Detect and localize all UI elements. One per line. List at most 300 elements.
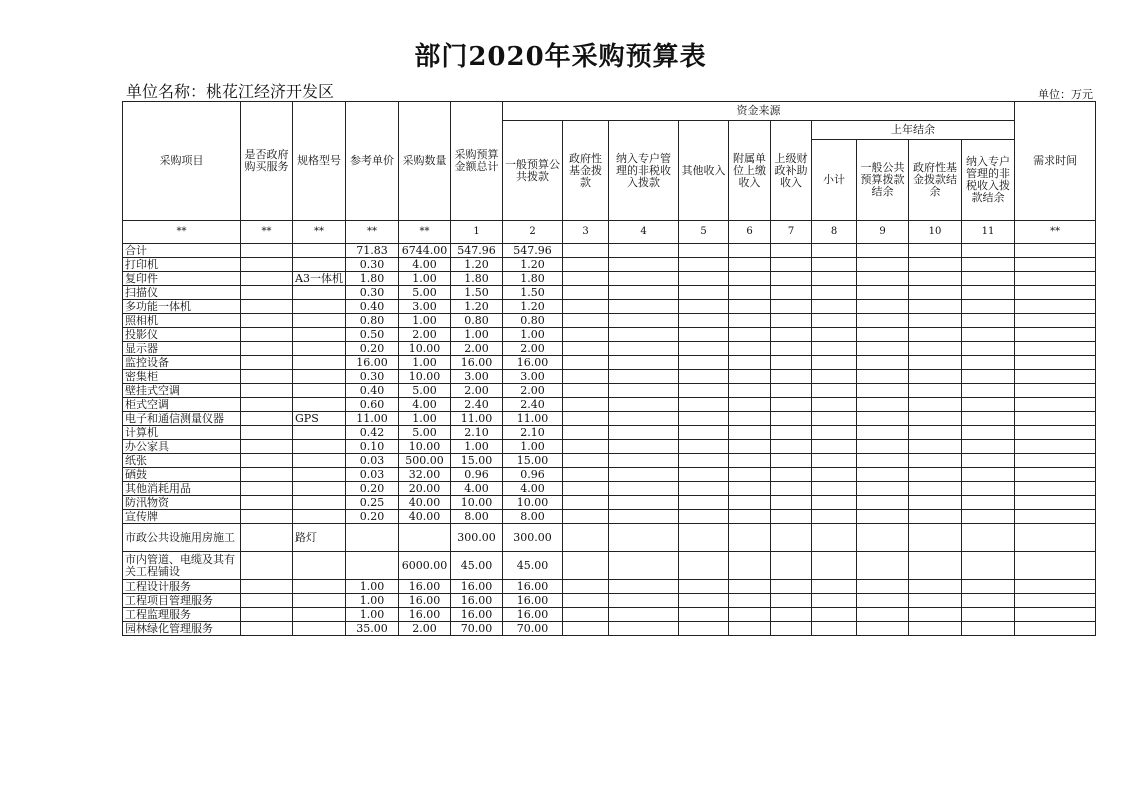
empty-cell xyxy=(771,272,812,286)
ref-price-cell: 35.00 xyxy=(346,622,399,636)
empty-cell xyxy=(609,244,679,258)
index-cell: ** xyxy=(346,221,399,244)
empty-cell xyxy=(563,300,609,314)
empty-cell xyxy=(909,552,962,580)
empty-cell xyxy=(812,496,857,510)
empty-cell xyxy=(812,286,857,300)
empty-cell xyxy=(1015,524,1096,552)
qty-cell: 16.00 xyxy=(399,608,451,622)
empty-cell xyxy=(857,300,909,314)
empty-cell xyxy=(729,370,771,384)
item-name-cell: 工程监理服务 xyxy=(123,608,241,622)
empty-cell xyxy=(962,468,1015,482)
empty-cell xyxy=(1015,440,1096,454)
total-cell: 1.50 xyxy=(451,286,503,300)
empty-cell xyxy=(1015,496,1096,510)
gov-service-cell xyxy=(241,370,293,384)
ref-price-cell: 0.50 xyxy=(346,328,399,342)
empty-cell xyxy=(563,552,609,580)
empty-cell xyxy=(909,342,962,356)
empty-cell xyxy=(609,608,679,622)
general-budget-cell: 16.00 xyxy=(503,594,563,608)
index-cell: 11 xyxy=(962,221,1015,244)
empty-cell xyxy=(1015,398,1096,412)
empty-cell xyxy=(679,468,729,482)
gov-service-cell xyxy=(241,454,293,468)
empty-cell xyxy=(962,496,1015,510)
empty-cell xyxy=(962,258,1015,272)
item-name-cell: 办公家具 xyxy=(123,440,241,454)
item-name-cell: 复印件 xyxy=(123,272,241,286)
empty-cell xyxy=(1015,244,1096,258)
total-cell: 16.00 xyxy=(451,356,503,370)
empty-cell xyxy=(771,454,812,468)
empty-cell xyxy=(729,356,771,370)
empty-cell xyxy=(729,468,771,482)
qty-cell: 10.00 xyxy=(399,370,451,384)
empty-cell xyxy=(857,272,909,286)
table-row xyxy=(123,468,1096,482)
empty-cell xyxy=(1015,286,1096,300)
general-budget-cell: 2.40 xyxy=(503,398,563,412)
page-title: 部门2020年采购预算表 xyxy=(414,42,707,72)
empty-cell xyxy=(962,412,1015,426)
empty-cell xyxy=(962,356,1015,370)
empty-cell xyxy=(909,496,962,510)
spec-cell xyxy=(293,552,346,580)
general-budget-cell: 16.00 xyxy=(503,608,563,622)
spec-cell xyxy=(293,314,346,328)
empty-cell xyxy=(857,468,909,482)
empty-cell xyxy=(679,342,729,356)
empty-cell xyxy=(563,622,609,636)
empty-cell xyxy=(771,468,812,482)
empty-cell xyxy=(729,286,771,300)
empty-cell xyxy=(962,398,1015,412)
empty-cell xyxy=(771,608,812,622)
header-superior: 上级财政补助收入 xyxy=(771,121,812,221)
gov-service-cell xyxy=(241,426,293,440)
empty-cell xyxy=(729,398,771,412)
qty-cell: 3.00 xyxy=(399,300,451,314)
spec-cell xyxy=(293,608,346,622)
qty-cell: 4.00 xyxy=(399,258,451,272)
empty-cell xyxy=(812,398,857,412)
general-budget-cell: 1.00 xyxy=(503,440,563,454)
empty-cell xyxy=(563,314,609,328)
empty-cell xyxy=(771,412,812,426)
empty-cell xyxy=(729,272,771,286)
empty-cell xyxy=(857,608,909,622)
total-cell: 2.00 xyxy=(451,342,503,356)
empty-cell xyxy=(909,398,962,412)
general-budget-cell: 2.00 xyxy=(503,384,563,398)
gov-service-cell xyxy=(241,496,293,510)
item-name-cell: 监控设备 xyxy=(123,356,241,370)
index-cell: 4 xyxy=(609,221,679,244)
item-name-cell: 合计 xyxy=(123,244,241,258)
empty-cell xyxy=(609,594,679,608)
empty-cell xyxy=(609,440,679,454)
header-qty: 采购数量 xyxy=(399,102,451,221)
table-row xyxy=(123,258,1096,272)
empty-cell xyxy=(1015,510,1096,524)
item-name-cell: 硒鼓 xyxy=(123,468,241,482)
ref-price-cell: 1.00 xyxy=(346,608,399,622)
empty-cell xyxy=(1015,342,1096,356)
ref-price-cell: 71.83 xyxy=(346,244,399,258)
empty-cell xyxy=(771,426,812,440)
total-cell: 10.00 xyxy=(451,496,503,510)
ref-price-cell: 0.25 xyxy=(346,496,399,510)
empty-cell xyxy=(609,412,679,426)
spec-cell xyxy=(293,482,346,496)
total-cell: 16.00 xyxy=(451,608,503,622)
item-name-cell: 照相机 xyxy=(123,314,241,328)
spec-cell xyxy=(293,300,346,314)
empty-cell xyxy=(563,258,609,272)
gov-service-cell xyxy=(241,482,293,496)
empty-cell xyxy=(609,328,679,342)
empty-cell xyxy=(679,510,729,524)
empty-cell xyxy=(679,398,729,412)
empty-cell xyxy=(812,454,857,468)
empty-cell xyxy=(679,608,729,622)
empty-cell xyxy=(1015,426,1096,440)
table-row xyxy=(123,440,1096,454)
empty-cell xyxy=(563,398,609,412)
empty-cell xyxy=(771,314,812,328)
header-other: 其他收入 xyxy=(679,121,729,221)
qty-cell: 2.00 xyxy=(399,622,451,636)
total-cell: 2.10 xyxy=(451,426,503,440)
qty-cell: 5.00 xyxy=(399,286,451,300)
header-subtotal: 小计 xyxy=(812,140,857,221)
empty-cell xyxy=(679,454,729,468)
empty-cell xyxy=(679,314,729,328)
empty-cell xyxy=(771,440,812,454)
empty-cell xyxy=(857,440,909,454)
empty-cell xyxy=(563,272,609,286)
table-row xyxy=(123,454,1096,468)
empty-cell xyxy=(679,552,729,580)
empty-cell xyxy=(563,328,609,342)
qty-cell: 6000.00 xyxy=(399,552,451,580)
general-budget-cell: 1.50 xyxy=(503,286,563,300)
table-row xyxy=(123,314,1096,328)
item-name-cell: 计算机 xyxy=(123,426,241,440)
total-cell: 300.00 xyxy=(451,524,503,552)
empty-cell xyxy=(962,482,1015,496)
empty-cell xyxy=(609,258,679,272)
empty-cell xyxy=(729,482,771,496)
item-name-cell: 其他消耗用品 xyxy=(123,482,241,496)
index-cell: ** xyxy=(399,221,451,244)
empty-cell xyxy=(729,454,771,468)
empty-cell xyxy=(857,286,909,300)
empty-cell xyxy=(729,580,771,594)
item-name-cell: 纸张 xyxy=(123,454,241,468)
empty-cell xyxy=(857,356,909,370)
table-row xyxy=(123,244,1096,258)
general-budget-cell: 1.00 xyxy=(503,328,563,342)
spec-cell: GPS xyxy=(293,412,346,426)
empty-cell xyxy=(729,594,771,608)
gov-service-cell xyxy=(241,524,293,552)
empty-cell xyxy=(812,468,857,482)
spec-cell xyxy=(293,440,346,454)
empty-cell xyxy=(679,258,729,272)
index-cell: 8 xyxy=(812,221,857,244)
empty-cell xyxy=(609,552,679,580)
empty-cell xyxy=(857,314,909,328)
empty-cell xyxy=(563,342,609,356)
empty-cell xyxy=(609,342,679,356)
item-name-cell: 工程项目管理服务 xyxy=(123,594,241,608)
ref-price-cell: 11.00 xyxy=(346,412,399,426)
ref-price-cell: 0.03 xyxy=(346,454,399,468)
empty-cell xyxy=(909,272,962,286)
spec-cell xyxy=(293,342,346,356)
header-special: 纳入专户管理的非税收入拨款 xyxy=(609,121,679,221)
empty-cell xyxy=(909,468,962,482)
general-budget-cell: 11.00 xyxy=(503,412,563,426)
spec-cell xyxy=(293,622,346,636)
empty-cell xyxy=(812,552,857,580)
item-name-cell: 工程设计服务 xyxy=(123,580,241,594)
empty-cell xyxy=(857,496,909,510)
ref-price-cell: 0.30 xyxy=(346,370,399,384)
empty-cell xyxy=(812,440,857,454)
general-budget-cell: 300.00 xyxy=(503,524,563,552)
index-cell: 9 xyxy=(857,221,909,244)
empty-cell xyxy=(679,440,729,454)
item-name-cell: 壁挂式空调 xyxy=(123,384,241,398)
qty-cell: 4.00 xyxy=(399,398,451,412)
empty-cell xyxy=(812,272,857,286)
total-cell: 2.00 xyxy=(451,384,503,398)
empty-cell xyxy=(609,300,679,314)
empty-cell xyxy=(609,384,679,398)
empty-cell xyxy=(962,426,1015,440)
spec-cell xyxy=(293,496,346,510)
spec-cell xyxy=(293,468,346,482)
index-cell: ** xyxy=(1015,221,1096,244)
general-budget-cell: 547.96 xyxy=(503,244,563,258)
empty-cell xyxy=(771,300,812,314)
empty-cell xyxy=(729,426,771,440)
qty-cell: 2.00 xyxy=(399,328,451,342)
ref-price-cell: 0.03 xyxy=(346,468,399,482)
empty-cell xyxy=(1015,608,1096,622)
general-budget-cell: 1.20 xyxy=(503,258,563,272)
item-name-cell: 宣传牌 xyxy=(123,510,241,524)
empty-cell xyxy=(729,496,771,510)
ref-price-cell: 0.20 xyxy=(346,510,399,524)
header-item: 采购项目 xyxy=(123,102,241,221)
empty-cell xyxy=(679,328,729,342)
empty-cell xyxy=(857,328,909,342)
spec-cell xyxy=(293,426,346,440)
empty-cell xyxy=(679,622,729,636)
empty-cell xyxy=(1015,622,1096,636)
empty-cell xyxy=(909,412,962,426)
total-cell: 45.00 xyxy=(451,552,503,580)
total-cell: 547.96 xyxy=(451,244,503,258)
index-cell: 6 xyxy=(729,221,771,244)
empty-cell xyxy=(962,440,1015,454)
empty-cell xyxy=(962,594,1015,608)
index-cell: ** xyxy=(241,221,293,244)
empty-cell xyxy=(771,258,812,272)
empty-cell xyxy=(1015,300,1096,314)
empty-cell xyxy=(1015,356,1096,370)
spec-cell: 路灯 xyxy=(293,524,346,552)
general-budget-cell: 16.00 xyxy=(503,580,563,594)
index-cell: 1 xyxy=(451,221,503,244)
table-row xyxy=(123,286,1096,300)
empty-cell xyxy=(563,594,609,608)
table-row xyxy=(123,510,1096,524)
empty-cell xyxy=(909,244,962,258)
empty-cell xyxy=(909,482,962,496)
empty-cell xyxy=(679,482,729,496)
empty-cell xyxy=(609,580,679,594)
general-budget-cell: 15.00 xyxy=(503,454,563,468)
table-row xyxy=(123,622,1096,636)
gov-service-cell xyxy=(241,328,293,342)
total-cell: 3.00 xyxy=(451,370,503,384)
qty-cell: 40.00 xyxy=(399,496,451,510)
general-budget-cell: 2.00 xyxy=(503,342,563,356)
empty-cell xyxy=(812,412,857,426)
item-name-cell: 园林绿化管理服务 xyxy=(123,622,241,636)
empty-cell xyxy=(909,258,962,272)
spec-cell xyxy=(293,580,346,594)
ref-price-cell: 16.00 xyxy=(346,356,399,370)
empty-cell xyxy=(609,398,679,412)
item-name-cell: 柜式空调 xyxy=(123,398,241,412)
gov-service-cell xyxy=(241,552,293,580)
index-cell: 3 xyxy=(563,221,609,244)
empty-cell xyxy=(909,370,962,384)
header-ref-price: 参考单价 xyxy=(346,102,399,221)
empty-cell xyxy=(771,370,812,384)
spec-cell xyxy=(293,258,346,272)
gov-service-cell xyxy=(241,244,293,258)
item-name-cell: 电子和通信测量仪器 xyxy=(123,412,241,426)
empty-cell xyxy=(679,412,729,426)
table-row xyxy=(123,552,1096,580)
index-cell: 5 xyxy=(679,221,729,244)
empty-cell xyxy=(909,622,962,636)
total-cell: 0.96 xyxy=(451,468,503,482)
qty-cell: 16.00 xyxy=(399,594,451,608)
empty-cell xyxy=(1015,580,1096,594)
empty-cell xyxy=(679,370,729,384)
empty-cell xyxy=(812,482,857,496)
gov-service-cell xyxy=(241,342,293,356)
empty-cell xyxy=(962,300,1015,314)
empty-cell xyxy=(812,258,857,272)
empty-cell xyxy=(679,356,729,370)
empty-cell xyxy=(771,244,812,258)
empty-cell xyxy=(857,426,909,440)
empty-cell xyxy=(812,594,857,608)
empty-cell xyxy=(563,286,609,300)
empty-cell xyxy=(857,342,909,356)
gov-service-cell xyxy=(241,398,293,412)
empty-cell xyxy=(609,370,679,384)
index-cell: ** xyxy=(123,221,241,244)
total-cell: 70.00 xyxy=(451,622,503,636)
empty-cell xyxy=(812,314,857,328)
empty-cell xyxy=(909,594,962,608)
empty-cell xyxy=(857,398,909,412)
qty-cell: 500.00 xyxy=(399,454,451,468)
qty-cell xyxy=(399,524,451,552)
empty-cell xyxy=(909,328,962,342)
gov-service-cell xyxy=(241,580,293,594)
empty-cell xyxy=(679,272,729,286)
total-cell: 1.00 xyxy=(451,328,503,342)
empty-cell xyxy=(962,370,1015,384)
empty-cell xyxy=(771,552,812,580)
table-row xyxy=(123,328,1096,342)
index-row xyxy=(123,221,1096,244)
empty-cell xyxy=(812,244,857,258)
spec-cell xyxy=(293,328,346,342)
empty-cell xyxy=(609,426,679,440)
empty-cell xyxy=(563,524,609,552)
empty-cell xyxy=(563,440,609,454)
ref-price-cell: 1.00 xyxy=(346,594,399,608)
empty-cell xyxy=(812,384,857,398)
empty-cell xyxy=(609,356,679,370)
ref-price-cell: 0.30 xyxy=(346,258,399,272)
empty-cell xyxy=(563,468,609,482)
table-row xyxy=(123,496,1096,510)
qty-cell: 10.00 xyxy=(399,342,451,356)
empty-cell xyxy=(563,356,609,370)
table-row xyxy=(123,300,1096,314)
qty-cell: 32.00 xyxy=(399,468,451,482)
empty-cell xyxy=(857,244,909,258)
empty-cell xyxy=(729,328,771,342)
empty-cell xyxy=(679,594,729,608)
total-cell: 16.00 xyxy=(451,580,503,594)
empty-cell xyxy=(771,482,812,496)
empty-cell xyxy=(609,272,679,286)
spec-cell: A3一体机 xyxy=(293,272,346,286)
item-name-cell: 市政公共设施用房施工 xyxy=(123,524,241,552)
qty-cell: 40.00 xyxy=(399,510,451,524)
empty-cell xyxy=(857,258,909,272)
empty-cell xyxy=(729,608,771,622)
qty-cell: 1.00 xyxy=(399,314,451,328)
total-cell: 0.80 xyxy=(451,314,503,328)
empty-cell xyxy=(1015,328,1096,342)
empty-cell xyxy=(771,496,812,510)
empty-cell xyxy=(962,510,1015,524)
empty-cell xyxy=(729,622,771,636)
empty-cell xyxy=(563,384,609,398)
index-cell: 10 xyxy=(909,221,962,244)
empty-cell xyxy=(679,286,729,300)
empty-cell xyxy=(1015,482,1096,496)
total-cell: 1.00 xyxy=(451,440,503,454)
empty-cell xyxy=(563,510,609,524)
